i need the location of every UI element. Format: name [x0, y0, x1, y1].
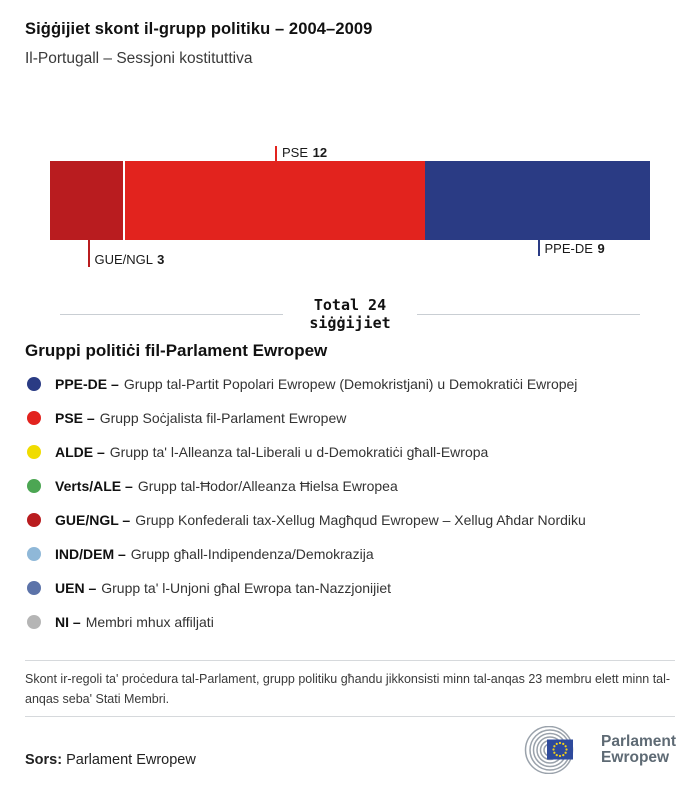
footnote: Skont ir-regoli ta' proċedura tal-Parlament, grupp politiku għandu jikkonsisti minn tal-anqas 23 membru elett minn tal-anqas seba' Stati Membri. — [25, 672, 671, 706]
legend-item-verts-ale — [25, 469, 675, 503]
parlament-ewropew-logo — [514, 726, 676, 774]
legend-item-ind-dem — [25, 537, 675, 571]
legend-desc: Grupp tal-Partit Popolari Ewropew (Demokristjani) u Demokratiċi Ewropej — [123, 376, 578, 392]
legend-abbr: ALDE – — [55, 444, 105, 460]
legend-abbr: PPE-DE – — [55, 376, 119, 392]
legend-abbr: GUE/NGL – — [55, 512, 131, 528]
total-line-2: siġġijiet — [309, 314, 391, 332]
ind-dem-color-dot — [27, 547, 41, 561]
page-subtitle: Il-Portugall – Sessjoni kostituttiva — [25, 50, 253, 67]
total-seats-label — [283, 296, 416, 332]
bar-segment-ppe-de — [425, 161, 650, 240]
legend-abbr: IND/DEM – — [55, 546, 126, 562]
legend-item-ppe-de — [25, 367, 675, 401]
legend-item-ni — [25, 605, 675, 639]
legend-desc: Grupp Konfederali tax-Xellug Magħqud Ewropew – Xellug Aħdar Nordiku — [135, 512, 586, 528]
legend-desc: Grupp ta' l-Alleanza tal-Liberali u d-Demokratiċi għall-Ewropa — [109, 444, 489, 460]
legend-abbr: PSE – — [55, 410, 95, 426]
stacked-bar — [50, 161, 650, 240]
bar-segment-gue-ngl — [50, 161, 125, 240]
logo-line-2: Ewropew — [601, 749, 670, 766]
total-rule-right — [417, 314, 640, 315]
divider — [25, 660, 675, 661]
source-label: Sors: — [25, 752, 63, 768]
pse-color-dot — [27, 411, 41, 425]
total-seats — [60, 296, 640, 332]
legend-item-gue-ngl — [25, 503, 675, 537]
legend-item-alde — [25, 435, 675, 469]
seats-bar-chart — [50, 146, 650, 276]
uen-color-dot — [27, 581, 41, 595]
callout-tick — [88, 240, 90, 267]
legend-desc: Grupp tal-Ħodor/Alleanza Ħielsa Ewropea — [137, 478, 398, 494]
total-rule-left — [60, 314, 283, 315]
ppe-de-color-dot — [27, 377, 41, 391]
callout-text: GUE/NGL 3 — [94, 252, 165, 267]
legend-desc: Grupp ta' l-Unjoni għal Ewropa tan-Nazzjonijiet — [101, 580, 392, 596]
political-groups-legend — [25, 367, 675, 639]
bar-segment-pse — [125, 161, 425, 240]
legend-abbr: UEN – — [55, 580, 97, 596]
bar-label-ppe-de — [538, 240, 605, 256]
legend-desc: Grupp Soċjalista fil-Parlament Ewropew — [99, 410, 347, 426]
logo-wordmark — [601, 734, 676, 767]
ni-color-dot — [27, 615, 41, 629]
callout-text: PSE 12 — [282, 145, 328, 160]
legend-abbr: Verts/ALE – — [55, 478, 133, 494]
alde-color-dot — [27, 445, 41, 459]
legend-abbr: NI – — [55, 614, 81, 630]
legend-desc: Membri mhux affiljati — [85, 614, 214, 630]
legend-desc: Grupp għall-Indipendenza/Demokrazija — [130, 546, 374, 562]
legend-item-pse — [25, 401, 675, 435]
bar-label-gue-ngl — [88, 240, 165, 267]
gue-ngl-color-dot — [27, 513, 41, 527]
legend-heading: Gruppi politiċi fil-Parlament Ewropew — [25, 341, 328, 360]
hemicycle-eu-flag-icon — [514, 726, 592, 774]
callout-tick — [275, 146, 277, 161]
divider — [25, 716, 675, 717]
legend-item-uen — [25, 571, 675, 605]
total-line-1: Total 24 — [313, 296, 387, 314]
verts-ale-color-dot — [27, 479, 41, 493]
logo-line-1: Parlament — [601, 732, 676, 750]
callout-text: PPE-DE 9 — [544, 241, 605, 256]
bar-label-pse — [275, 146, 327, 161]
source-line — [25, 752, 196, 768]
callout-tick — [538, 240, 540, 256]
source-value: Parlament Ewropew — [66, 752, 196, 768]
page-title: Siġġijiet skont il-grupp politiku – 2004–2009 — [25, 20, 373, 38]
